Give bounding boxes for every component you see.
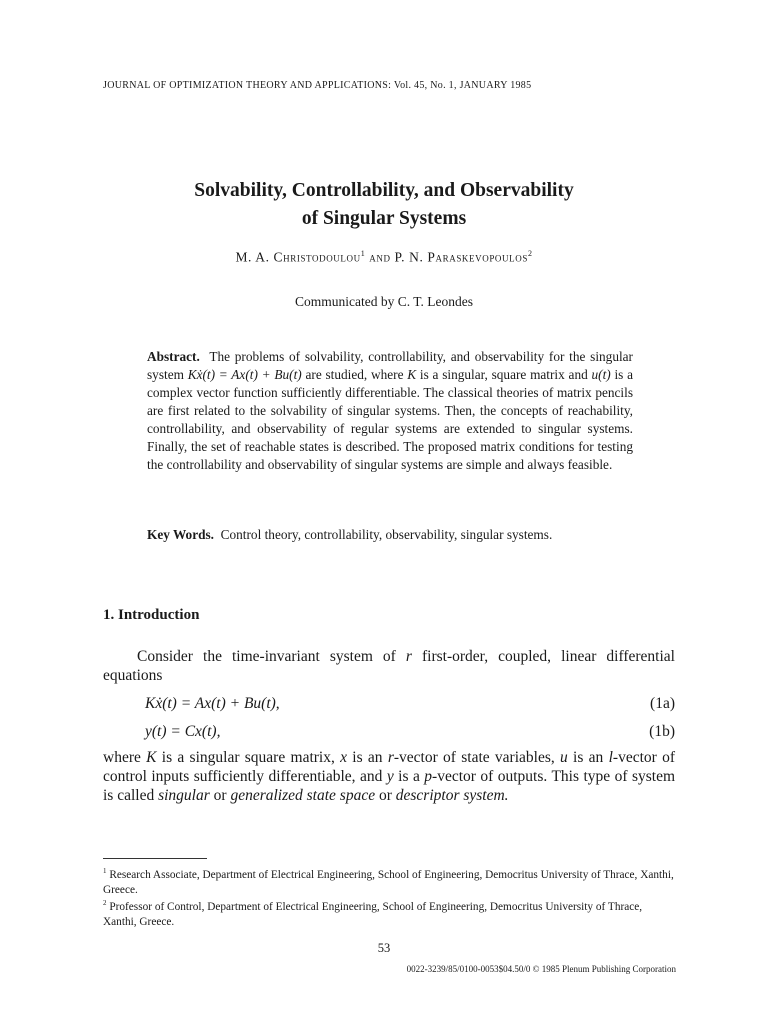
copyright-line: 0022-3239/85/0100-0053$04.50/0 © 1985 Plenum Publishing Corporation: [406, 964, 676, 974]
para-text: -vector of state variables,: [393, 749, 561, 766]
para-var: r: [405, 648, 412, 665]
para-text: -vector of outputs. This type of system is called: [103, 768, 676, 804]
abstract-text: The problems of solvability, controllability, and observability for the singular system: [147, 349, 633, 382]
para-var: r: [387, 749, 394, 766]
equation-1b-number: (1b): [649, 723, 675, 740]
keywords-label: Key Words.: [147, 527, 214, 542]
footnote-1-text: Research Associate, Department of Electrical Engineering, School of Engineering, Democritus University of Thrace, Xanthi, Greece.: [103, 868, 674, 896]
title-line-1: Solvability, Controllability, and Observability: [194, 180, 574, 201]
keywords: [147, 526, 633, 544]
footnote-1-mark: 1: [103, 867, 107, 875]
para-text: Consider the time-invariant system of: [137, 648, 406, 665]
author-1-footnote-mark: 1: [360, 249, 366, 258]
abstract-text: is a singular, square matrix and: [416, 367, 592, 382]
para-var: p: [424, 768, 433, 785]
abstract-text: is a complex vector function sufficiently differentiable. The classical theories of matrix pencils are first related to the solvability of singular systems. Then, the concepts of reachability, controllability, and observability of regular systems are extended to singular systems. Finally, the set of reachable states is described. The proposed matrix conditions for testing the controllability and observability of singular systems are simple and always feasible.: [147, 367, 634, 472]
author-separator: and: [365, 249, 395, 265]
title-line-2: of Singular Systems: [301, 208, 467, 229]
para-var: x: [340, 749, 348, 766]
abstract-var-u: u(t): [591, 367, 611, 382]
para-term: singular: [158, 787, 210, 804]
para-var: l: [608, 749, 613, 766]
para-var: y: [386, 768, 394, 785]
author-line: [0, 249, 768, 266]
para-text: or: [375, 787, 396, 804]
footnote-2: [103, 896, 675, 930]
para-term: generalized state space: [230, 787, 376, 804]
abstract-label: Abstract.: [147, 349, 200, 364]
para-text: -vector of control inputs sufficiently differentiable, and: [103, 749, 675, 785]
communicated-by: Communicated by C. T. Leondes: [295, 294, 473, 309]
para-text: is a singular square matrix,: [156, 749, 341, 766]
author-1: M. A. Christodoulou: [235, 249, 361, 265]
para-text: is an: [567, 749, 609, 766]
keywords-text: Control theory, controllability, observability, singular systems.: [220, 527, 553, 542]
equation-1a: Kẋ(t) = Ax(t) + Bu(t),: [145, 695, 280, 712]
author-2: P. N. Paraskevopoulos: [394, 249, 528, 265]
para-text: or: [209, 787, 231, 804]
intro-paragraph-1: [103, 647, 675, 685]
article-title: [0, 177, 768, 233]
equation-1a-number: (1a): [650, 695, 675, 712]
para-text: where: [103, 749, 147, 766]
section-heading: 1. Introduction: [103, 607, 200, 623]
abstract: [147, 348, 633, 474]
equation-1b: y(t) = Cx(t),: [145, 723, 221, 740]
page-number: 53: [377, 941, 391, 955]
para-text: is an: [347, 749, 388, 766]
intro-paragraph-2: [103, 748, 675, 805]
footnote-divider: [103, 858, 207, 859]
abstract-equation: Kẋ(t) = Ax(t) + Bu(t): [187, 367, 302, 382]
para-var: K: [146, 749, 157, 766]
abstract-text: are studied, where: [301, 367, 408, 382]
para-var: u: [560, 749, 568, 766]
para-text: first-order, coupled, linear differential equations: [103, 648, 675, 684]
abstract-var-k: K: [407, 367, 417, 382]
footnote-2-mark: 2: [103, 899, 107, 907]
para-text: is a: [393, 768, 425, 785]
footnote-1: [103, 864, 675, 898]
footnote-2-text: Professor of Control, Department of Electrical Engineering, School of Engineering, Democritus University of Thrace, Xanthi, Greece.: [103, 900, 643, 928]
author-2-footnote-mark: 2: [527, 249, 533, 258]
journal-header: JOURNAL OF OPTIMIZATION THEORY AND APPLICATIONS: Vol. 45, No. 1, JANUARY 1985: [103, 80, 532, 91]
para-term: descriptor system.: [395, 787, 509, 804]
